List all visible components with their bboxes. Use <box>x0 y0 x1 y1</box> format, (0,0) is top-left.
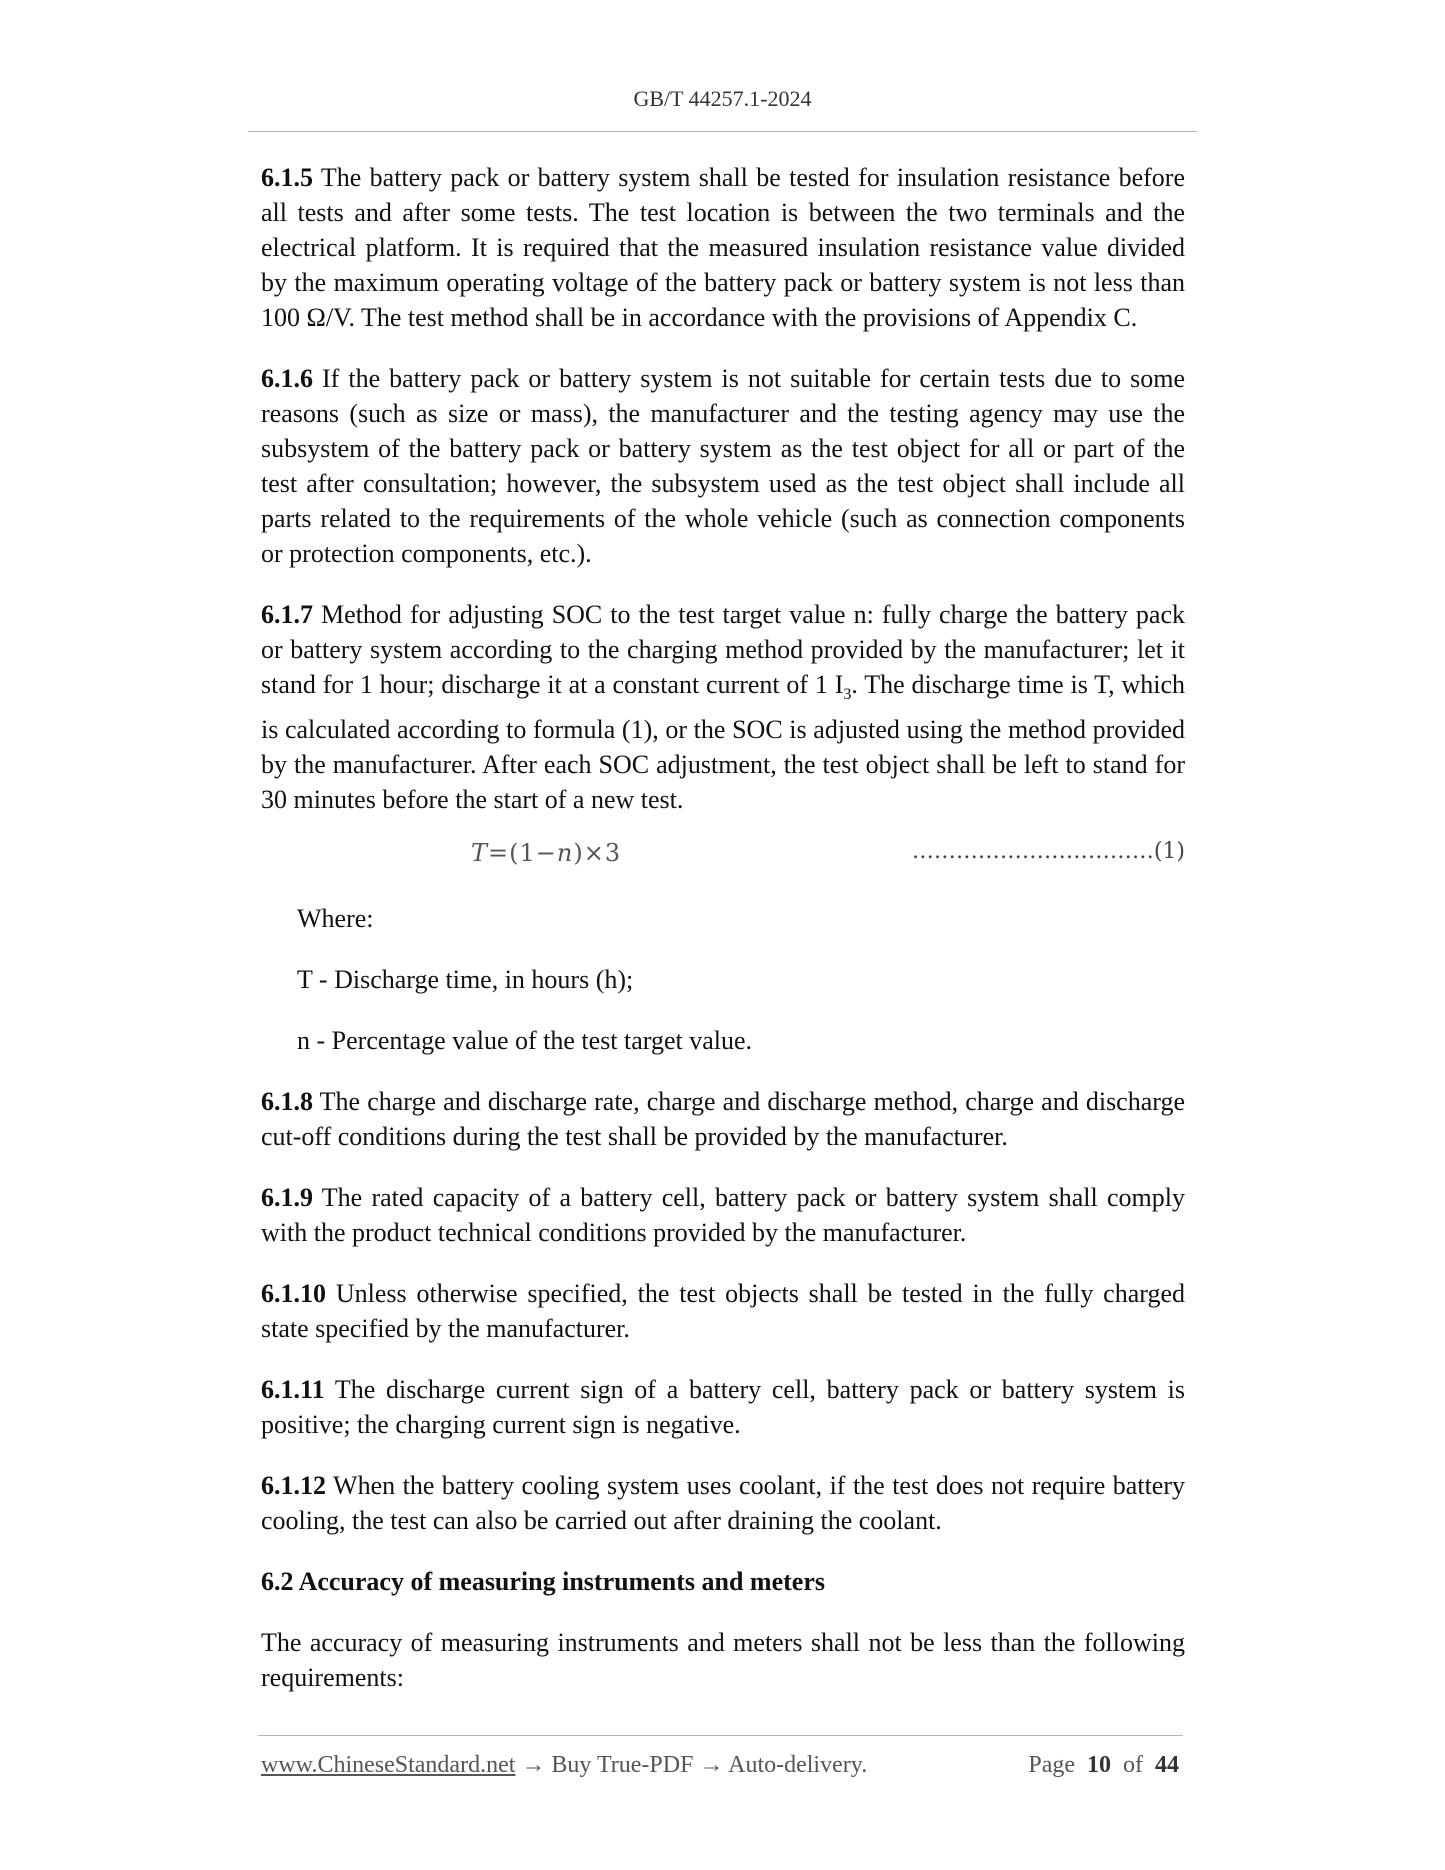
page-label: Page <box>1028 1752 1075 1778</box>
clause-6-1-11 <box>261 1372 1185 1442</box>
clause-text: If the battery pack or battery system is not suitable for certain tests due to some reasons (such as size or mass), the manufacturer and the testing agency may use the subsystem of the battery pack or battery system as the test object for all or part of the test after consultation; however, the subsystem used as the test object shall include all parts related to the requirements of the whole vehicle (such as connection components or protection components, etc.). <box>261 364 1185 568</box>
header-divider <box>248 131 1197 132</box>
clause-text: Method for adjusting SOC to the test target value n: fully charge the battery pack or battery system according to the charging method provided by the manufacturer; let it stand for 1 hour; discharge it at a constant current of 1 I <box>261 600 1185 699</box>
clause-number: 6.1.10 <box>261 1279 326 1309</box>
clause-number: 6.1.5 <box>261 163 313 192</box>
where-label: Where: <box>297 904 374 934</box>
footer-promo <box>261 1752 867 1779</box>
clause-6-1-9 <box>261 1180 1185 1250</box>
page-number: 10 <box>1087 1752 1111 1778</box>
clause-number: 6.1.11 <box>261 1375 325 1405</box>
clause-6-1-10 <box>261 1276 1185 1346</box>
clause-6-1-7 <box>261 597 1185 817</box>
page-indicator <box>1028 1752 1179 1779</box>
clause-text-continued: . The discharge time is T, which is calculated according to formula (1), or the SOC is adjusted using the method provided by the manufacturer. After each SOC adjustment, the test object shall be left to stand for 30 minutes before the start of a new test. <box>261 670 1185 815</box>
formula-expression <box>471 839 621 867</box>
definition-t: T - Discharge time, in hours (h); <box>297 965 634 995</box>
clause-text: The charge and discharge rate, charge and discharge method, charge and discharge cut-off conditions during the test shall be provided by the manufacturer. <box>261 1087 1185 1152</box>
section-6-2-text: The accuracy of measuring instruments and meters shall not be less than the following requirements: <box>261 1628 1185 1693</box>
clause-6-1-12 <box>261 1468 1185 1538</box>
footer-promo-text: → Buy True-PDF → Auto-delivery. <box>515 1752 868 1778</box>
clause-text: Unless otherwise specified, the test objects shall be tested in the fully charged state specified by the manufacturer. <box>261 1279 1185 1344</box>
formula-1 <box>261 839 1185 879</box>
formula-lhs: T <box>471 839 489 868</box>
clause-6-1-8 <box>261 1084 1185 1154</box>
clause-text: The rated capacity of a battery cell, battery pack or battery system shall comply with the product technical conditions provided by the manufacturer. <box>261 1183 1185 1248</box>
document-body <box>261 160 1185 1721</box>
clause-text: The battery pack or battery system shall be tested for insulation resistance before all tests and after some tests. The test location is between the two terminals and the electrical platform. It is required that the measured insulation resistance value divided by the maximum operating voltage of the battery pack or battery system is not less than 100 Ω/V. The test method shall be in accordance with the provisions of Appendix C. <box>261 163 1185 332</box>
clause-number: 6.1.7 <box>261 600 313 629</box>
clause-number: 6.1.8 <box>261 1087 313 1117</box>
formula-variable: n <box>556 839 574 868</box>
of-label: of <box>1123 1752 1143 1778</box>
clause-6-1-5 <box>261 160 1185 335</box>
definition-n: n - Percentage value of the test target value. <box>297 1026 753 1056</box>
clause-number: 6.1.6 <box>261 364 313 393</box>
section-heading-6-2: 6.2 Accuracy of measuring instruments and meters <box>261 1567 825 1597</box>
formula-part: )×3 <box>573 839 622 868</box>
website-link[interactable]: www.ChineseStandard.net <box>261 1752 516 1778</box>
formula-number: ……………………………(1) <box>911 839 1185 865</box>
clause-6-1-6 <box>261 361 1185 571</box>
page-total: 44 <box>1155 1752 1179 1778</box>
current-subscript: 3 <box>843 686 852 704</box>
footer-divider <box>258 1735 1183 1736</box>
formula-part: =(1− <box>488 839 557 868</box>
clause-text: The discharge current sign of a battery cell, battery pack or battery system is positive; the charging current sign is negative. <box>261 1375 1185 1440</box>
clause-number: 6.1.12 <box>261 1471 326 1501</box>
clause-text: When the battery cooling system uses coolant, if the test does not require battery cooling, the test can also be carried out after draining the coolant. <box>261 1471 1185 1536</box>
page-header: GB/T 44257.1-2024 <box>633 86 812 111</box>
clause-number: 6.1.9 <box>261 1183 313 1213</box>
